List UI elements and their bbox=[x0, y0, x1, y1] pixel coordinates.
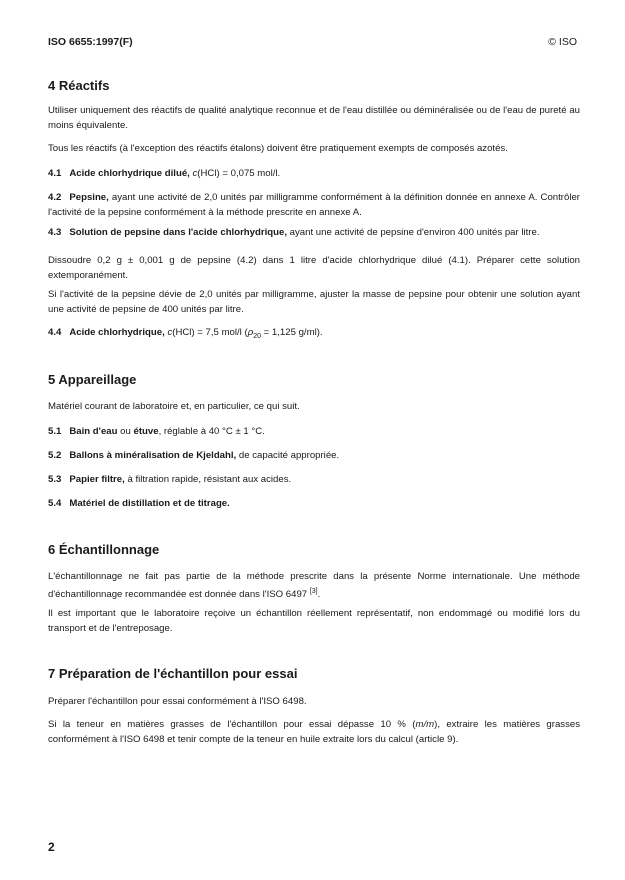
sampling-end: . bbox=[317, 588, 321, 600]
prepare-sample-paragraph: Préparer l'échantillon pour essai conformément à l'ISO 6498. bbox=[48, 696, 307, 707]
conjunction: ou bbox=[117, 426, 134, 437]
formula-symbol: c bbox=[167, 327, 173, 338]
density-symbol: ρ bbox=[247, 327, 254, 338]
item-label: Acide chlorhydrique, bbox=[69, 327, 165, 338]
reference-marker: [3] bbox=[309, 587, 318, 595]
density-subscript: 20 bbox=[253, 332, 261, 340]
item-number: 5.2 bbox=[48, 450, 62, 461]
item-label: Matériel de distillation et de titrage. bbox=[69, 498, 230, 509]
item-5-2 bbox=[48, 449, 580, 464]
item-4-2 bbox=[48, 191, 580, 220]
copyright-mark: © ISO bbox=[548, 36, 577, 48]
item-5-3 bbox=[48, 473, 580, 488]
item-4-1 bbox=[48, 167, 580, 182]
section-4-intro: Utiliser uniquement des réactifs de qualité analytique reconnue et de l'eau distillée ou déminéralisée ou de l'eau de pureté au moins équivalente. bbox=[48, 105, 580, 131]
item-label: étuve bbox=[133, 426, 159, 437]
section-4-heading: 4 Réactifs bbox=[48, 78, 110, 93]
section-7-heading: 7 Préparation de l'échantillon pour essai bbox=[48, 666, 298, 681]
item-number: 5.1 bbox=[48, 426, 62, 437]
dissolve-paragraph: Dissoudre 0,2 g ± 0,001 g de pepsine (4.2) dans 1 litre d'acide chlorhydrique dilué (4.1). Préparer cette solution extemporanément. bbox=[48, 255, 580, 281]
formula-end: = 1,125 g/ml). bbox=[260, 327, 323, 338]
item-text: ayant une activité de pepsine d'environ 400 unités par litre. bbox=[289, 227, 540, 238]
standard-reference: ISO 6655:1997(F) bbox=[48, 36, 133, 48]
item-number: 4.1 bbox=[48, 168, 62, 179]
section-5-intro: Matériel courant de laboratoire et, en particulier, ce qui suit. bbox=[48, 401, 300, 412]
item-text: ayant une activité de 2,0 unités par milligramme conformément à la définition donnée en annexe A. Contrôler l'activité de la pepsine conformément à la méthode prescrite en annexe A. bbox=[48, 192, 580, 218]
formula: (HCl) = 7,5 mol/l ( bbox=[172, 327, 248, 338]
item-number: 5.3 bbox=[48, 474, 62, 485]
item-5-4 bbox=[48, 497, 580, 512]
item-number: 4.4 bbox=[48, 327, 62, 338]
item-label: Papier filtre, bbox=[69, 474, 125, 485]
item-4-4 bbox=[48, 326, 580, 344]
item-text: , réglable à 40 °C ± 1 °C. bbox=[158, 426, 265, 437]
sampling-paragraph bbox=[48, 570, 580, 602]
item-number: 5.4 bbox=[48, 498, 62, 509]
mass-ratio-unit: m/m bbox=[415, 719, 435, 730]
formula: (HCl) = 0,075 mol/l. bbox=[197, 168, 281, 179]
item-number: 4.3 bbox=[48, 227, 62, 238]
page-number: 2 bbox=[48, 840, 55, 854]
item-text: à filtration rapide, résistant aux acides. bbox=[124, 474, 292, 485]
fat-text-a: Si la teneur en matières grasses de l'échantillon pour essai dépasse 10 % ( bbox=[48, 719, 416, 730]
fat-content-paragraph bbox=[48, 718, 580, 747]
item-label: Acide chlorhydrique dilué, bbox=[69, 168, 190, 179]
item-label: Solution de pepsine dans l'acide chlorhydrique, bbox=[69, 227, 287, 238]
activity-paragraph: Si l'activité de la pepsine dévie de 2,0 unités par milligramme, ajuster la masse de pepsine pour obtenir une solution ayant une activité de pepsine de 400 unités par litre. bbox=[48, 289, 580, 315]
item-label: Bain d'eau bbox=[69, 426, 118, 437]
item-4-3 bbox=[48, 226, 580, 241]
section-4-note: Tous les réactifs (à l'exception des réactifs étalons) doivent être pratiquement exempts de composés azotés. bbox=[48, 143, 508, 154]
fat-text-b: ), extraire les matières grasses conformément à l'ISO 6498 et tenir compte de la teneur en huile extraite lors du calcul (article 9). bbox=[48, 719, 581, 745]
item-label: Ballons à minéralisation de Kjeldahl, bbox=[69, 450, 237, 461]
item-5-1 bbox=[48, 425, 580, 440]
formula-symbol: c bbox=[192, 168, 198, 179]
sample-integrity-paragraph: Il est important que le laboratoire reçoive un échantillon réellement représentatif, non endommagé ou modifié lors du transport et de l'entreposage. bbox=[48, 608, 580, 634]
section-6-heading: 6 Échantillonnage bbox=[48, 542, 160, 557]
section-5-heading: 5 Appareillage bbox=[48, 372, 137, 387]
item-label: Pepsine, bbox=[69, 192, 109, 203]
sampling-text: L'échantillonnage ne fait pas partie de la méthode prescrite dans la présente Norme internationale. Une méthode d'échantillonnage recommandée est donnée dans l'ISO 6497 bbox=[48, 571, 580, 600]
item-text: de capacité appropriée. bbox=[236, 450, 340, 461]
item-number: 4.2 bbox=[48, 192, 62, 203]
